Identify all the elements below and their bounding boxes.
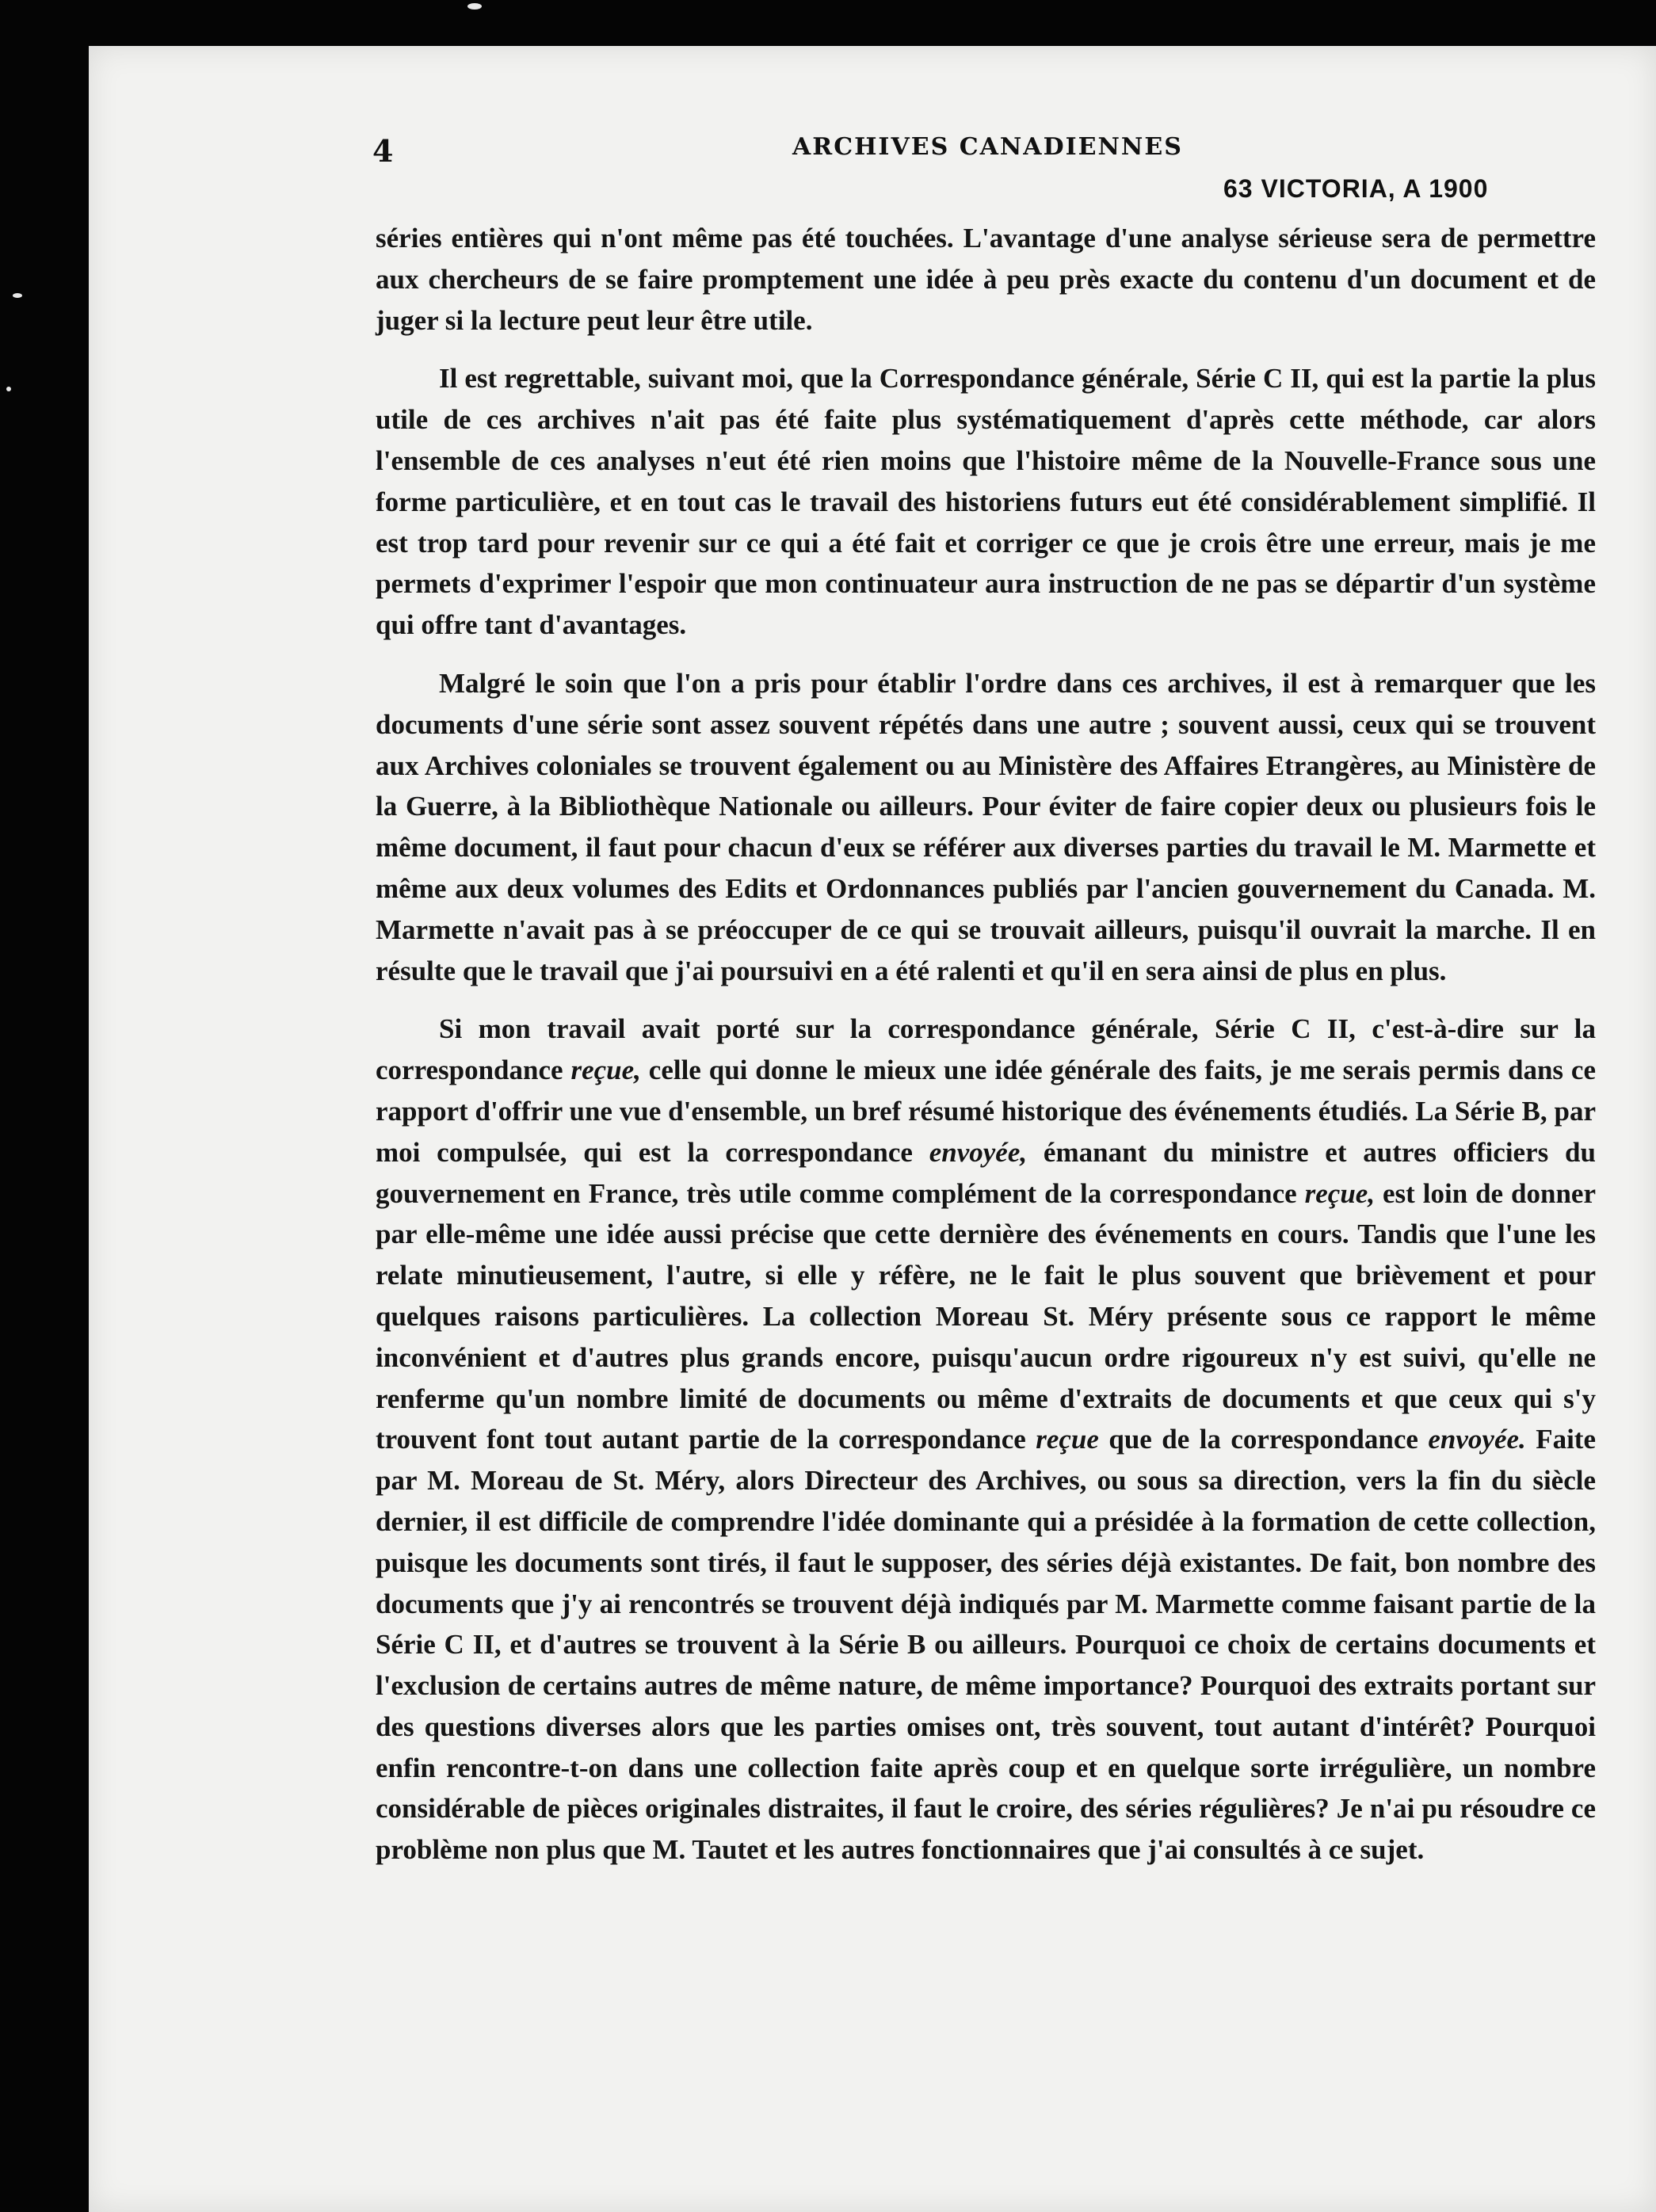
italic-text: envoyée, [929,1136,1028,1168]
text-segment: Il est regrettable, suivant moi, que la Correspondance générale, Série C II, qui est la partie la plus utile de ces archives n'ait pas été faite plus systématiquement d'après cette méthode, car alors l'ensemble de ces analyses n'eut été rien moins que l'histoire même de la Nouvelle-France sous une forme particulière, et en tout cas le travail des historiens futurs eut été considérablement simplifié. Il est trop tard pour revenir sur ce qui a été fait et corriger ce que je crois être une erreur, mais je me permets d'exprimer l'espoir que mon continuateur aura instruction de ne pas se départir d'un système qui offre tant d'avantages. [376,363,1596,641]
dust-speck [6,387,11,391]
text-segment: celle qui donne le mieux une idée générale des faits, je me serais permis dans ce rapport d'offrir une vue d'ensemble, un bref résumé historique des événements étudiés. La Série B, par moi compulsée, qui est la correspondance [376,1055,1596,1168]
text-segment: que de la correspondance [1098,1424,1429,1455]
italic-text: reçue, [1304,1177,1376,1209]
body-text [376,218,1596,1888]
paragraph [376,358,1596,646]
text-segment: émanant du ministre et autres officiers du gouvernement en France, très utile comme complément de la correspondance [376,1136,1596,1209]
text-segment: Malgré le soin que l'on a pris pour établir l'ordre dans ces archives, il est à remarquer que les documents d'une série sont assez souvent répétés dans une autre ; souvent aussi, ceux qui se trouvent aux Archives coloniales se trouvent également ou au Ministère des Affaires Etrangères, au Ministère de la Guerre, à la Bibliothèque Nationale ou ailleurs. Pour éviter de faire copier deux ou plusieurs fois le même document, il faut pour chacun d'eux se référer aux diverses parties du travail le M. Marmette et même aux deux volumes des Edits et Ordonnances publiés par l'ancien gouvernement du Canada. M. Marmette n'avait pas à se préoccuper de ce qui se trouvait ailleurs, puisqu'il ouvrait la marche. Il en résulte que le travail que j'ai poursuivi en a été ralenti et qu'il en sera ainsi de plus en plus. [376,667,1596,986]
text-segment: Si mon travail avait porté sur la correspondance générale, Série C II, c'est-à-dire sur la correspondance [376,1013,1596,1086]
dust-speck [467,3,482,10]
italic-text: envoyée. [1428,1424,1526,1455]
page-number: 4 [372,133,394,169]
dust-speck [13,293,22,298]
text-segment: est loin de donner par elle-même une idée aussi précise que cette dernière des événements en cours. Tandis que l'une les relate minutieusement, l'autre, si elle y réfère, ne le fait le plus souvent que brièvement et pour quelques raisons particulières. La collection Moreau St. Méry présente sous ce rapport le même inconvénient et d'autres plus grands encore, puisqu'aucun ordre rigoureux n'y est suivi, qu'elle ne renferme qu'un nombre limité de documents ou même d'extraits de documents et que ceux qui s'y trouvent font tout autant partie de la correspondance [376,1177,1596,1455]
text-segment: Faite par M. Moreau de St. Méry, alors Directeur des Archives, ou sous sa direction, vers la fin du siècle dernier, il est difficile de comprendre l'idée dominante qui a présidée à la formation de cette collection, puisque les documents sont tirés, il faut le supposer, des séries déjà existantes. De fait, bon nombre des documents que j'y ai rencontrés se trouvent déjà indiqués par M. Marmette comme faisant partie de la Série C II, et d'autres se trouvent à la Série B ou ailleurs. Pourquoi ce choix de certains documents et l'exclusion de certains autres de même nature, de même importance? Pourquoi des extraits portant sur des questions diverses alors que les parties omises ont, très souvent, tout autant d'intérêt? Pourquoi enfin rencontre-t-on dans une collection faite après coup et en quelque sorte irrégulière, un nombre considérable de pièces originales distraites, il faut le croire, des séries régulières? Je n'ai pu résoudre ce problème non plus que M. Tautet et les autres fonctionnaires que j'ai consultés à ce sujet. [376,1424,1597,1866]
italic-text: reçue [1036,1424,1099,1455]
italic-text: reçue, [570,1055,641,1086]
text-segment: séries entières qui n'ont même pas été touchées. L'avantage d'une analyse sérieuse sera de permettre aux chercheurs de se faire promptement une idée à peu près exacte du contenu d'un document et de juger si la lecture peut leur être utile. [376,223,1596,336]
paragraph [376,1009,1596,1871]
session-label: 63 VICTORIA, A 1900 [1223,174,1489,203]
running-title: ARCHIVES CANADIENNES [792,133,1183,161]
paragraph [376,663,1596,991]
paragraph [376,218,1596,341]
